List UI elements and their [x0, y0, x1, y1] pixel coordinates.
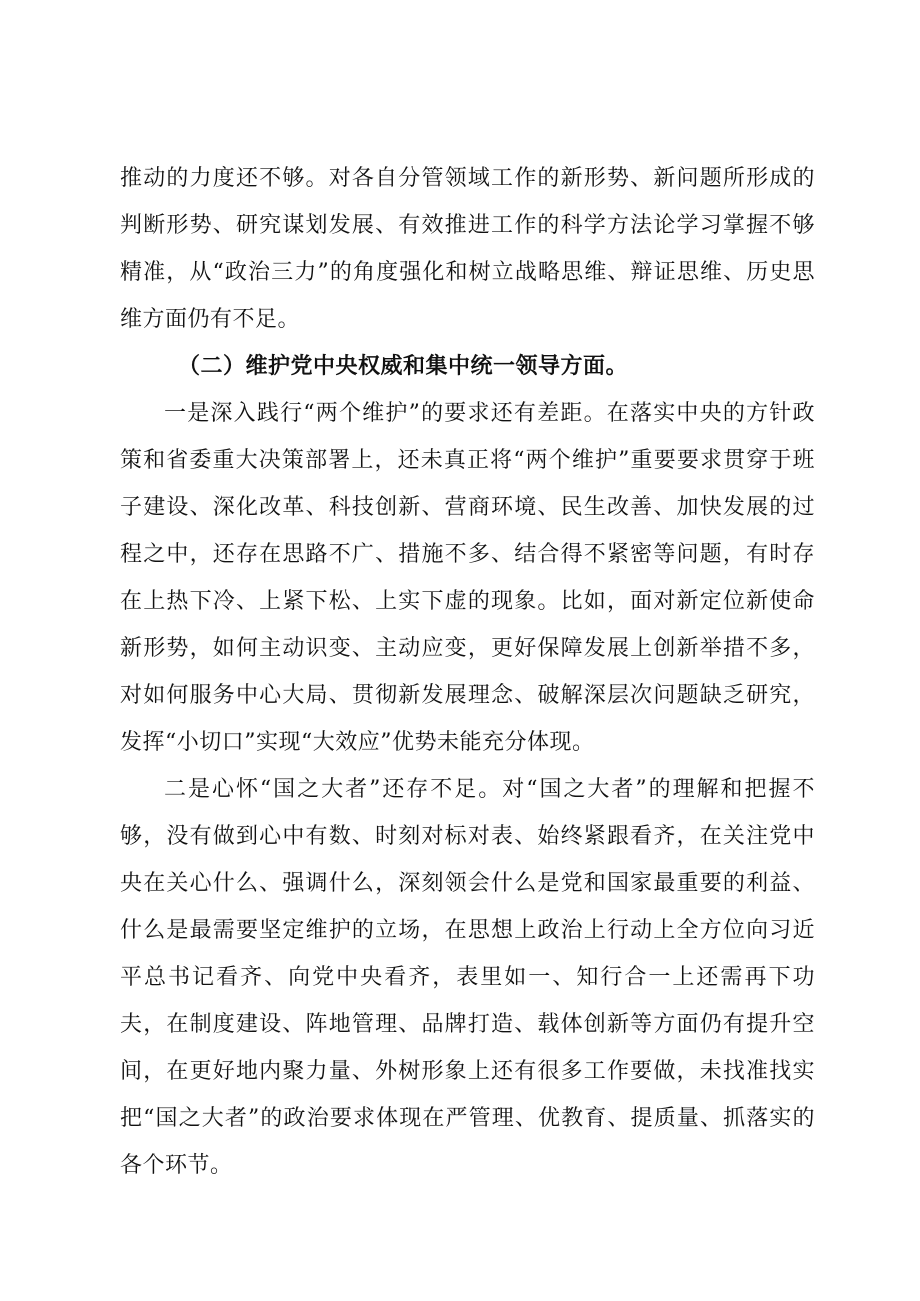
paragraph-two-safeguards: 一是深入践行“两个维护”的要求还有差距。在落实中央的方针政策和省委重大决策部署上，还未真正将“两个维护”重要要求贯穿于班子建设、深化改革、科技创新、营商环境、民生改善、加快发展的过程之中，还存在思路不广、措施不多、结合得不紧密等问题，有时存在上热下冷、上紧下松、上实下虚的现象。比如，面对新定位新使命新形势，如何主动识变、主动应变，更好保障发展上创新举措不多，对如何服务中心大局、贯彻新发展理念、破解深层次问题缺乏研究，发挥“小切口”实现“大效应”优势未能充分体现。	[120, 401, 815, 755]
continued-paragraph: 推动的力度还不够。对各自分管领域工作的新形势、新问题所形成的判断形势、研究谋划发展、有效推进工作的科学方法论学习掌握不够精准，从“政治三力”的角度强化和树立战略思维、辩证思维、历史思维方面仍有不足。	[120, 166, 815, 332]
document-page	[120, 155, 815, 1189]
section-heading: （二）维护党中央权威和集中统一领导方面。	[178, 353, 629, 379]
paragraph-national-interests: 二是心怀“国之大者”还存不足。对“国之大者”的理解和把握不够，没有做到心中有数、时刻对标对表、始终紧跟看齐，在关注党中央在关心什么、强调什么，深刻领会什么是党和国家最重要的利益、什么是最需要坚定维护的立场，在思想上政治上行动上全方位向习近平总书记看齐、向党中央看齐，表里如一、知行合一上还需再下功夫，在制度建设、阵地管理、品牌打造、载体创新等方面仍有提升空间，在更好地内聚力量、外树形象上还有很多工作要做，未找准找实把“国之大者”的政治要求体现在严管理、优教育、提质量、抓落实的各个环节。	[120, 777, 815, 1178]
